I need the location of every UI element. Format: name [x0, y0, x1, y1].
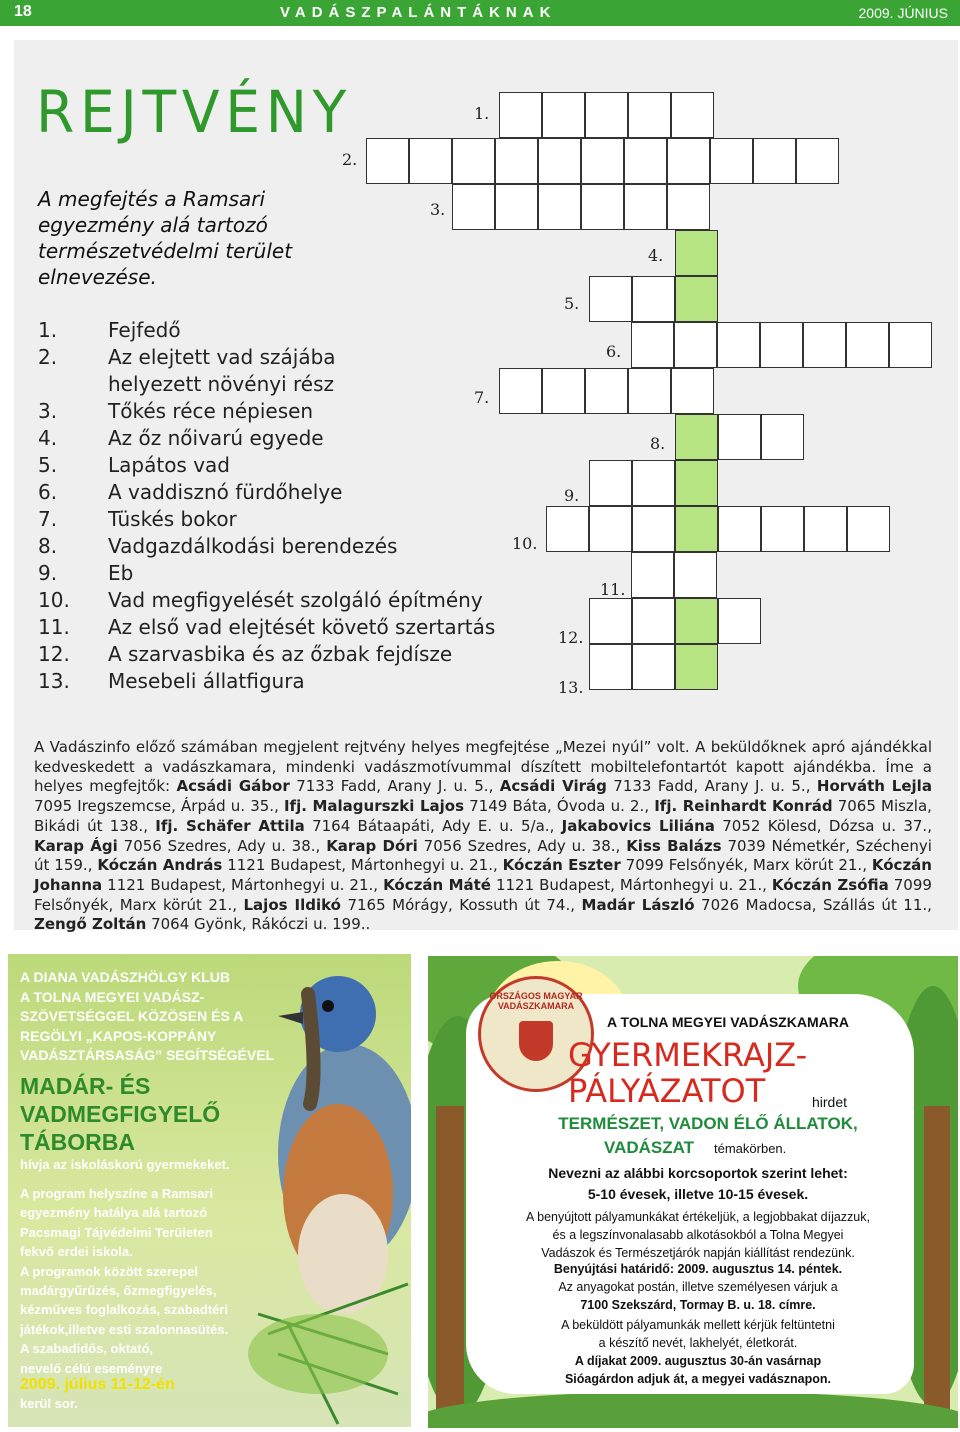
grid-cell[interactable]: [718, 414, 761, 460]
grid-cell[interactable]: [585, 92, 628, 138]
contest-categories-label: Nevezni az alábbi korcsoportok szerint lehet:: [548, 1165, 848, 1181]
grid-cell[interactable]: [717, 322, 760, 368]
winner-address: 1121 Budapest, Mártonhegyi u. 21.: [227, 856, 493, 875]
winner-address: 7056 Szedres, Ady u. 38.: [123, 836, 316, 855]
grid-cell[interactable]: [632, 644, 675, 690]
solution-cell[interactable]: [675, 644, 718, 690]
camp-body: A program helyszíne a Ramsari egyezmény hatálya alá tartozó Pacsmagi Tájvédelmi Területen fekvő erdei iskola. A programok között szerepel madárgyűrűzés, őzmegfigyelés, kézműves foglalkozás, szabadtéri játékok,illetve esti szalonnasütés. A szabadidős, oktató, nevelő célú eseményre: [20, 1186, 229, 1376]
grid-cell[interactable]: [499, 92, 542, 138]
grid-cell[interactable]: [631, 322, 674, 368]
camp-headline: MADÁR- ÉS VADMEGFIGYELŐ TÁBORBA: [20, 1073, 221, 1155]
winner-name: Karap Ági: [34, 836, 118, 855]
winner-address: 7165 Mórágy, Kossuth út 74.: [347, 895, 571, 914]
winner-name: Ifj. Malagurszki Lajos: [283, 797, 465, 816]
grid-cell[interactable]: [581, 138, 624, 184]
grid-cell[interactable]: [628, 92, 671, 138]
row-number: 11.: [600, 580, 626, 599]
grid-cell[interactable]: [761, 506, 804, 552]
grid-cell[interactable]: [581, 184, 624, 230]
row-number: 12.: [558, 628, 584, 647]
grid-cell[interactable]: [538, 138, 581, 184]
row-number: 6.: [606, 342, 622, 361]
winner-address: 7039 Németkér, Széchenyi út 159.: [34, 836, 932, 875]
masthead: VADÁSZPALÁNTÁKNAK: [280, 4, 557, 21]
row-number: 9.: [564, 486, 580, 505]
clue-item: 9. Eb: [38, 561, 134, 585]
winner-address: 7164 Bátaapáti, Ady E. u. 5/a.: [312, 816, 550, 835]
clue-item: 12. A szarvasbika és az őzbak fejdísze: [38, 642, 453, 666]
clue-item: 8. Vadgazdálkodási berendezés: [38, 534, 398, 558]
winners-text: A Vadászinfo előző számában megjelent rejtvény helyes megfejtése „Mezei nyúl” volt. A beküldőknek apró ajándékkal kedveskedett a vadászkamara, mindenki vadászmotívummal díszített mobiltelefontartót kapott ajándékba. Íme a helyes megfejtők: Acsádi Gábor 7133 Fadd, Arany J. u. 5., Acsádi Virág 7133 Fadd, Arany J. u. 5., Horváth Lejla 7095 Iregszemcse, Árpád u. 35., Ifj. Malagurszki Lajos 7149 Báta, Óvoda u. 2., Ifj. Reinhardt Konrád 7065 Miszla, Bikádi út 138., Ifj. Schäfer Attila 7164 Bátaapáti, Ady E. u. 5/a., Jakabovics Liliána 7052 Kölesd, Dózsa u. 37., Karap Ági 7056 Szedres, Ady u. 38., Karap Dóri 7056 Szedres, Ady u. 38., Kiss Balázs 7039 Németkér, Széchenyi út 159., Kóczán András 1121 Budapest, Mártonhegyi u. 21., Kóczán Eszter 7099 Felsőnyék, Marx körút 21., Kóczán Johanna 1121 Budapest, Mártonhegyi u. 21., Kóczán Máté 1121 Budapest, Mártonhegyi u. 21., Kóczán Zsófia 7099 Felsőnyék, Marx körút 21., Lajos Ildikó 7165 Mórágy, Kossuth út 74., Madár László 7026 Madocsa, Szállás út 11., Zengő Zoltán 7064 Gyönk, Rákóczi u. 199..: [34, 738, 932, 934]
winner-name: Zengő Zoltán: [34, 915, 147, 934]
clue-item-continued: helyezett növényi rész: [108, 372, 335, 396]
winner-address: 1121 Budapest, Mártonhegyi u. 21.: [107, 875, 374, 894]
grid-cell[interactable]: [589, 460, 632, 506]
issue-date: 2009. JÚNIUS: [858, 5, 948, 21]
solution-cell[interactable]: [675, 230, 718, 276]
contest-title-line1: GYERMEKRAJZ-: [568, 1036, 808, 1074]
winner-name: Madár László: [581, 895, 695, 914]
puzzle-title: REJTVÉNY: [36, 78, 352, 146]
grid-cell[interactable]: [409, 138, 452, 184]
grid-cell[interactable]: [667, 138, 710, 184]
coat-of-arms-icon: [519, 1021, 553, 1061]
row-number: 4.: [648, 246, 664, 265]
row-number: 7.: [474, 388, 490, 407]
solution-cell[interactable]: [675, 598, 718, 644]
puzzle-subtitle: A megfejtés a Ramsari egyezmény alá tartozó természetvédelmi terület elnevezése.: [38, 187, 293, 289]
clue-item: 2. Az elejtett vad szájába: [38, 345, 336, 369]
winner-name: Jakabovics Liliána: [561, 816, 715, 835]
grid-cell[interactable]: [760, 322, 803, 368]
row-number: 2.: [342, 150, 358, 169]
camp-organizers: A DIANA VADÁSZHÖLGY KLUB A TOLNA MEGYEI VADÁSZ- SZÖVETSÉGGEL KÖZÖSEN ÉS A REGÖLYI „KAPOS-KOPPÁNY VADÁSZTÁRSASÁG” SEGÍTSÉGÉVEL: [20, 969, 275, 1063]
grid-cell[interactable]: [366, 138, 409, 184]
camp-dates: 2009. július 11-12-én: [20, 1376, 175, 1393]
grid-cell[interactable]: [538, 184, 581, 230]
winner-name: Kiss Balázs: [626, 836, 722, 855]
row-number: 8.: [650, 434, 666, 453]
winner-address: 7095 Iregszemcse, Árpád u. 35.: [34, 797, 275, 816]
winner-name: Karap Dóri: [326, 836, 418, 855]
winner-name: Kóczán Johanna: [34, 856, 932, 894]
winner-address: 7133 Fadd, Arany J. u. 5.: [296, 777, 489, 796]
winner-address: 7133 Fadd, Arany J. u. 5.: [613, 777, 806, 796]
clue-item: 3. Tőkés réce népiesen: [38, 399, 314, 423]
winner-address: 7064 Gyönk, Rákóczi u. 199.: [151, 915, 366, 934]
contest-topic-2: VADÁSZAT: [604, 1138, 695, 1157]
winner-address: 7056 Szedres, Ady u. 38.: [423, 836, 616, 855]
grid-cell[interactable]: [632, 276, 675, 322]
grid-cell[interactable]: [889, 322, 932, 368]
grid-cell[interactable]: [495, 184, 538, 230]
row-number: 3.: [430, 200, 446, 219]
contest-send: Az anyagokat postán, illetve személyesen várjuk a: [558, 1280, 838, 1294]
grid-cell[interactable]: [674, 322, 717, 368]
winner-name: Ifj. Reinhardt Konrád: [654, 797, 833, 816]
contest-title-line2: PÁLYÁZATOT: [568, 1072, 766, 1110]
camp-ad: [8, 954, 411, 1427]
winner-address: 7026 Madocsa, Szállás út 11.: [701, 895, 928, 914]
page-number: 18: [14, 3, 32, 20]
clue-item: 5. Lapátos vad: [38, 453, 230, 477]
grid-cell[interactable]: [589, 506, 632, 552]
winner-name: Ifj. Schäfer Attila: [155, 816, 305, 835]
grid-cell[interactable]: [632, 598, 675, 644]
row-number: 10.: [512, 534, 538, 553]
grid-cell[interactable]: [589, 644, 632, 690]
grid-cell[interactable]: [589, 276, 632, 322]
clue-item: 1. Fejfedő: [38, 318, 181, 342]
contest-deadline: Benyújtási határidő: 2009. augusztus 14. péntek.: [553, 1262, 843, 1276]
row-number: 13.: [558, 678, 584, 697]
contest-categories: 5-10 évesek, illetve 10-15 évesek.: [587, 1186, 809, 1202]
page-header: [0, 0, 960, 26]
grid-cell[interactable]: [624, 138, 667, 184]
winner-name: Kóczán András: [97, 856, 223, 875]
contest-note: A beküldött pályamunkák mellett kérjük feltüntetni a készítő nevét, lakhelyét, életkorát.: [561, 1318, 835, 1350]
clue-item: 6. A vaddisznó fürdőhelye: [38, 480, 343, 504]
contest-prize: A díjakat 2009. augusztus 30-án vasárnap Sióagárdon adjuk át, a megyei vadásznapon.: [564, 1354, 832, 1386]
clue-item: 11. Az első vad elejtését követő szertartás: [38, 615, 496, 639]
winner-name: Acsádi Virág: [499, 777, 607, 796]
grid-cell[interactable]: [546, 506, 589, 552]
grid-cell[interactable]: [796, 138, 839, 184]
grid-cell[interactable]: [542, 92, 585, 138]
grid-cell[interactable]: [718, 598, 761, 644]
clue-item: 7. Tüskés bokor: [38, 507, 237, 531]
grid-cell[interactable]: [452, 138, 495, 184]
grid-cell[interactable]: [542, 368, 585, 414]
winner-address: 7099 Felsőnyék, Marx körút 21.: [34, 875, 932, 914]
contest-address: 7100 Szekszárd, Tormay B. u. 18. címre.: [580, 1298, 816, 1312]
solution-cell[interactable]: [675, 506, 718, 552]
winner-name: Lajos Ildikó: [243, 895, 341, 914]
winner-name: Horváth Lejla: [816, 777, 932, 796]
grid-cell[interactable]: [624, 184, 667, 230]
grid-cell[interactable]: [753, 138, 796, 184]
clue-item: 10. Vad megfigyelését szolgáló építmény: [38, 588, 483, 612]
grid-cell[interactable]: [671, 368, 714, 414]
grid-cell[interactable]: [452, 184, 495, 230]
grid-cell[interactable]: [847, 506, 890, 552]
winner-address: 7099 Felsőnyék, Marx körút 21.: [625, 856, 863, 875]
grid-cell[interactable]: [667, 184, 710, 230]
camp-end: kerül sor.: [20, 1396, 78, 1411]
clue-item: 4. Az őz nőivarú egyede: [38, 426, 324, 450]
grid-cell[interactable]: [585, 368, 628, 414]
grid-cell[interactable]: [671, 92, 714, 138]
grid-cell[interactable]: [803, 322, 846, 368]
camp-invite: hívja az iskoláskorú gyermekeket.: [20, 1157, 230, 1172]
contest-judging: A benyújtott pályamunkákat értékeljük, a legjobbakat díjazzuk, és a legszínvonalasabb alkotásokból a Tolna Megyei Vadászok és Természetjárók napján kiállítást rendezünk.: [526, 1210, 870, 1260]
solution-cell[interactable]: [675, 276, 718, 322]
grid-cell[interactable]: [674, 552, 717, 598]
contest-topic: TERMÉSZET, VADON ÉLŐ ÁLLATOK,: [558, 1114, 858, 1133]
winner-name: Kóczán Eszter: [502, 856, 621, 875]
contest-topic-tail: témakörben.: [714, 1141, 787, 1156]
solution-cell[interactable]: [675, 414, 718, 460]
winner-address: 7149 Báta, Óvoda u. 2.: [469, 797, 645, 816]
grid-cell[interactable]: [632, 506, 675, 552]
winner-name: Acsádi Gábor: [176, 777, 290, 796]
row-number: 5.: [564, 294, 580, 313]
winner-address: 1121 Budapest, Mártonhegyi u. 21.: [495, 875, 763, 894]
contest-organizer: A TOLNA MEGYEI VADÁSZKAMARA: [607, 1014, 849, 1030]
grid-cell[interactable]: [495, 138, 538, 184]
seal-text: ORSZÁGOS MAGYAR VADÁSZKAMARA: [489, 991, 583, 1011]
grid-cell[interactable]: [631, 552, 674, 598]
drawing-contest-ad: [428, 956, 958, 1428]
grid-cell[interactable]: [761, 414, 804, 460]
contest-hirdet: hirdet: [812, 1094, 848, 1110]
solution-cell[interactable]: [675, 460, 718, 506]
winner-name: Kóczán Máté: [383, 875, 491, 894]
clue-item: 13. Mesebeli állatfigura: [38, 669, 305, 693]
row-number: 1.: [474, 104, 490, 123]
grid-cell[interactable]: [804, 506, 847, 552]
grid-cell[interactable]: [846, 322, 889, 368]
grid-cell[interactable]: [589, 598, 632, 644]
grid-cell[interactable]: [632, 460, 675, 506]
grid-cell[interactable]: [718, 506, 761, 552]
winner-name: Kóczán Zsófia: [771, 875, 889, 894]
winner-address: 7065 Miszla, Bikádi út 138.: [34, 797, 932, 835]
grid-cell[interactable]: [628, 368, 671, 414]
grid-cell[interactable]: [499, 368, 542, 414]
grid-cell[interactable]: [710, 138, 753, 184]
winner-address: 7052 Kölesd, Dózsa u. 37.: [722, 816, 928, 835]
winners-intro: A Vadászinfo előző számában megjelent rejtvény helyes megfejtése „Mezei nyúl” volt. A beküldőknek apró ajándékkal kedveskedett a vadászkamara, mindenki vadászmotívummal díszített mobiltelefontartót kapott ajándékba. Íme a helyes megfejtők:: [34, 738, 932, 796]
